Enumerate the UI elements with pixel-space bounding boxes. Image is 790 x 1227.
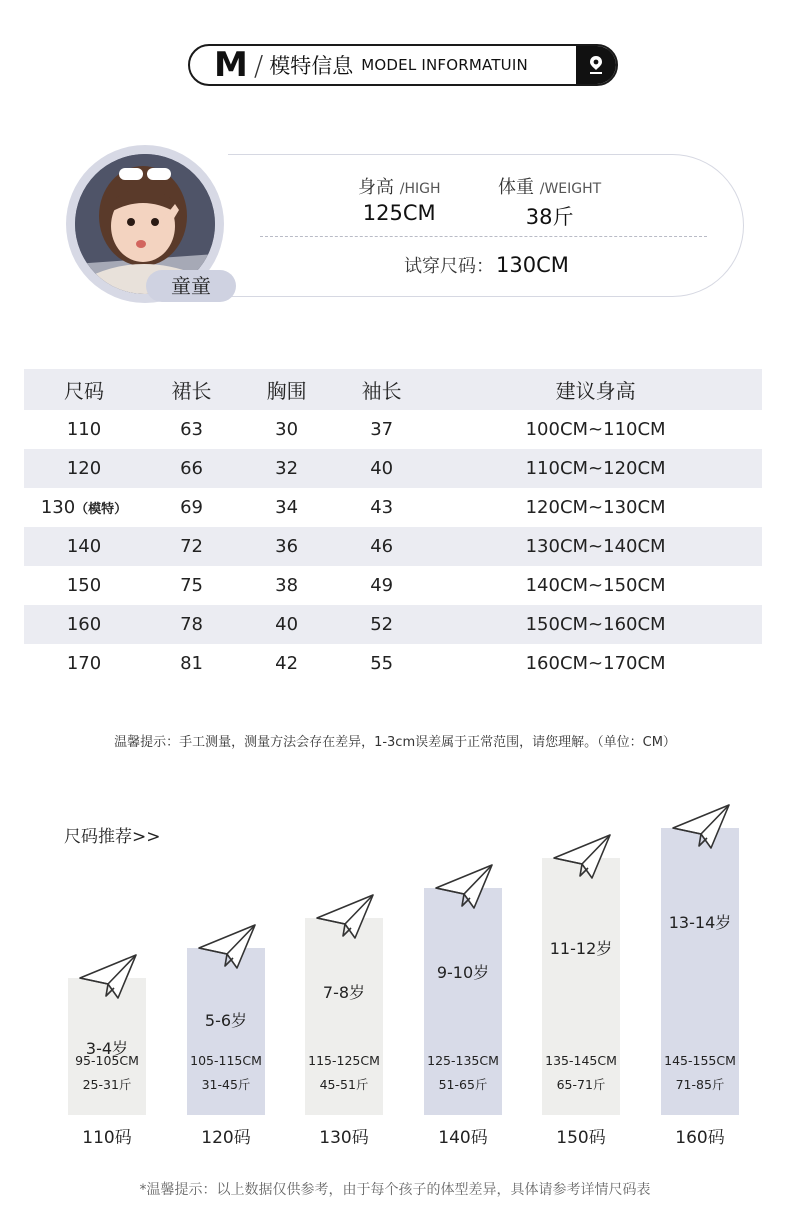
tryon-size <box>404 252 569 278</box>
cell-length: 75 <box>180 575 203 596</box>
weight-value: 38斤 <box>525 205 574 229</box>
cell-chest: 34 <box>275 497 299 518</box>
size-value: 130 <box>40 497 76 518</box>
table-row <box>24 449 762 488</box>
cell-height: 100CM~110CM <box>525 419 666 440</box>
size-value: 140 <box>66 536 102 557</box>
table-row <box>24 410 762 449</box>
height-label: 身高 <box>358 177 394 198</box>
cell-sleeve: 37 <box>370 419 394 440</box>
table-row <box>24 605 762 644</box>
header-title-en: MODEL INFORMATUIN <box>361 56 528 74</box>
cell-size <box>24 566 144 605</box>
col-header-sleeve: 袖长 <box>334 369 429 410</box>
cell-size <box>24 449 144 488</box>
col-header-size: 尺码 <box>24 369 144 410</box>
recommend-age: 13-14岁 <box>668 913 732 932</box>
recommend-column <box>305 892 383 1115</box>
cell-sleeve: 52 <box>334 605 429 644</box>
cell-length: 81 <box>180 653 203 674</box>
measurement-note: 温馨提示：手工测量，测量方法会存在差异，1-3cm误差属于正常范围，请您理解。（单位：CM） <box>114 735 676 750</box>
header-title-cn: 模特信息 <box>269 54 354 78</box>
cell-height: 110CM~120CM <box>429 449 762 488</box>
recommend-height: 105-115CM <box>190 1053 262 1068</box>
recommend-bar <box>661 828 739 1115</box>
recommend-size-label: 150码 <box>556 1128 606 1148</box>
recommend-age: 7-8岁 <box>322 983 366 1002</box>
col-header-length: 裙长 <box>144 369 239 410</box>
paper-plane-icon <box>197 922 259 972</box>
recommend-size-label: 110码 <box>82 1128 132 1148</box>
weight-label-en: /WEIGHT <box>539 181 602 197</box>
cell-sleeve: 55 <box>370 653 394 674</box>
tryon-label: 试穿尺码： <box>404 256 494 277</box>
bottom-note: *温馨提示：以上数据仅供参考，由于每个孩子的体型差异，具体请参考详情尺码表 <box>139 1182 651 1198</box>
model-name-badge: 童童 <box>146 270 236 302</box>
cell-size <box>24 644 144 683</box>
cell-chest: 32 <box>239 449 334 488</box>
tryon-value: 130CM <box>496 253 569 277</box>
cell-size <box>24 488 144 527</box>
cell-size <box>24 605 144 644</box>
recommend-column <box>187 922 265 1115</box>
size-value: 150 <box>66 575 102 596</box>
paper-plane-icon <box>671 802 733 852</box>
table-row <box>24 566 762 605</box>
weight-label: 体重 <box>498 177 534 198</box>
model-info-card <box>228 154 744 297</box>
cell-sleeve: 49 <box>370 575 394 596</box>
paper-plane-icon <box>315 892 377 942</box>
paper-plane-icon <box>552 832 614 882</box>
recommend-age: 3-4岁 <box>85 1039 129 1058</box>
divider <box>260 236 707 237</box>
recommend-column <box>542 832 620 1115</box>
size-table <box>24 369 762 683</box>
cell-size <box>24 527 144 566</box>
cell-chest: 40 <box>239 605 334 644</box>
recommend-size-label: 140码 <box>438 1128 488 1148</box>
table-row <box>24 488 762 527</box>
table-row <box>24 644 762 683</box>
recommend-size-label: 130码 <box>319 1128 369 1148</box>
cell-height: 160CM~170CM <box>525 653 666 674</box>
paper-plane-icon <box>434 862 496 912</box>
recommend-age: 9-10岁 <box>436 963 490 982</box>
recommend-weight: 45-51斤 <box>319 1077 369 1092</box>
cell-length: 78 <box>144 605 239 644</box>
cell-length: 72 <box>144 527 239 566</box>
model-weight <box>498 173 601 231</box>
height-label-en: /HIGH <box>399 181 441 197</box>
recommend-title: 尺码推荐>> <box>64 827 161 847</box>
recommend-height: 125-135CM <box>427 1053 499 1068</box>
cell-chest: 30 <box>275 419 299 440</box>
location-pin-icon <box>576 46 616 84</box>
model-height <box>358 173 440 225</box>
cell-height: 130CM~140CM <box>429 527 762 566</box>
paper-plane-icon <box>78 952 140 1002</box>
recommend-age: 11-12岁 <box>549 939 613 958</box>
size-value: 110 <box>66 419 102 440</box>
cell-chest: 42 <box>275 653 299 674</box>
recommend-weight: 71-85斤 <box>675 1077 725 1092</box>
header-slash: / <box>253 48 264 82</box>
recommend-height: 115-125CM <box>308 1053 380 1068</box>
cell-sleeve: 46 <box>334 527 429 566</box>
size-value: 170 <box>66 653 102 674</box>
cell-height: 150CM~160CM <box>429 605 762 644</box>
recommend-column <box>424 862 502 1115</box>
cell-length: 63 <box>180 419 203 440</box>
cell-chest: 38 <box>275 575 299 596</box>
size-note: （模特） <box>75 502 128 517</box>
table-header-row <box>24 369 762 410</box>
recommend-weight: 51-65斤 <box>438 1077 488 1092</box>
recommend-size-label: 160码 <box>675 1128 725 1148</box>
recommend-column <box>661 802 739 1115</box>
size-value: 120 <box>66 458 102 479</box>
recommend-column <box>68 952 146 1115</box>
cell-height: 140CM~150CM <box>525 575 666 596</box>
recommend-size-label: 120码 <box>201 1128 251 1148</box>
header-letter: M <box>214 45 248 85</box>
recommend-weight: 31-45斤 <box>201 1077 251 1092</box>
col-header-chest: 胸围 <box>239 369 334 410</box>
recommend-height: 95-105CM <box>75 1053 139 1068</box>
recommend-weight: 65-71斤 <box>556 1077 606 1092</box>
cell-size <box>24 410 144 449</box>
size-value: 160 <box>66 614 102 635</box>
recommend-age: 5-6岁 <box>204 1011 248 1030</box>
cell-sleeve: 43 <box>370 497 394 518</box>
recommend-height: 135-145CM <box>545 1053 617 1068</box>
cell-chest: 36 <box>239 527 334 566</box>
section-header <box>188 44 618 86</box>
cell-height: 120CM~130CM <box>525 497 666 518</box>
cell-length: 69 <box>180 497 203 518</box>
height-value: 125CM <box>362 201 436 225</box>
recommend-weight: 25-31斤 <box>82 1077 132 1092</box>
table-row <box>24 527 762 566</box>
recommend-height: 145-155CM <box>664 1053 736 1068</box>
cell-sleeve: 40 <box>334 449 429 488</box>
col-header-height: 建议身高 <box>429 369 762 410</box>
cell-length: 66 <box>144 449 239 488</box>
